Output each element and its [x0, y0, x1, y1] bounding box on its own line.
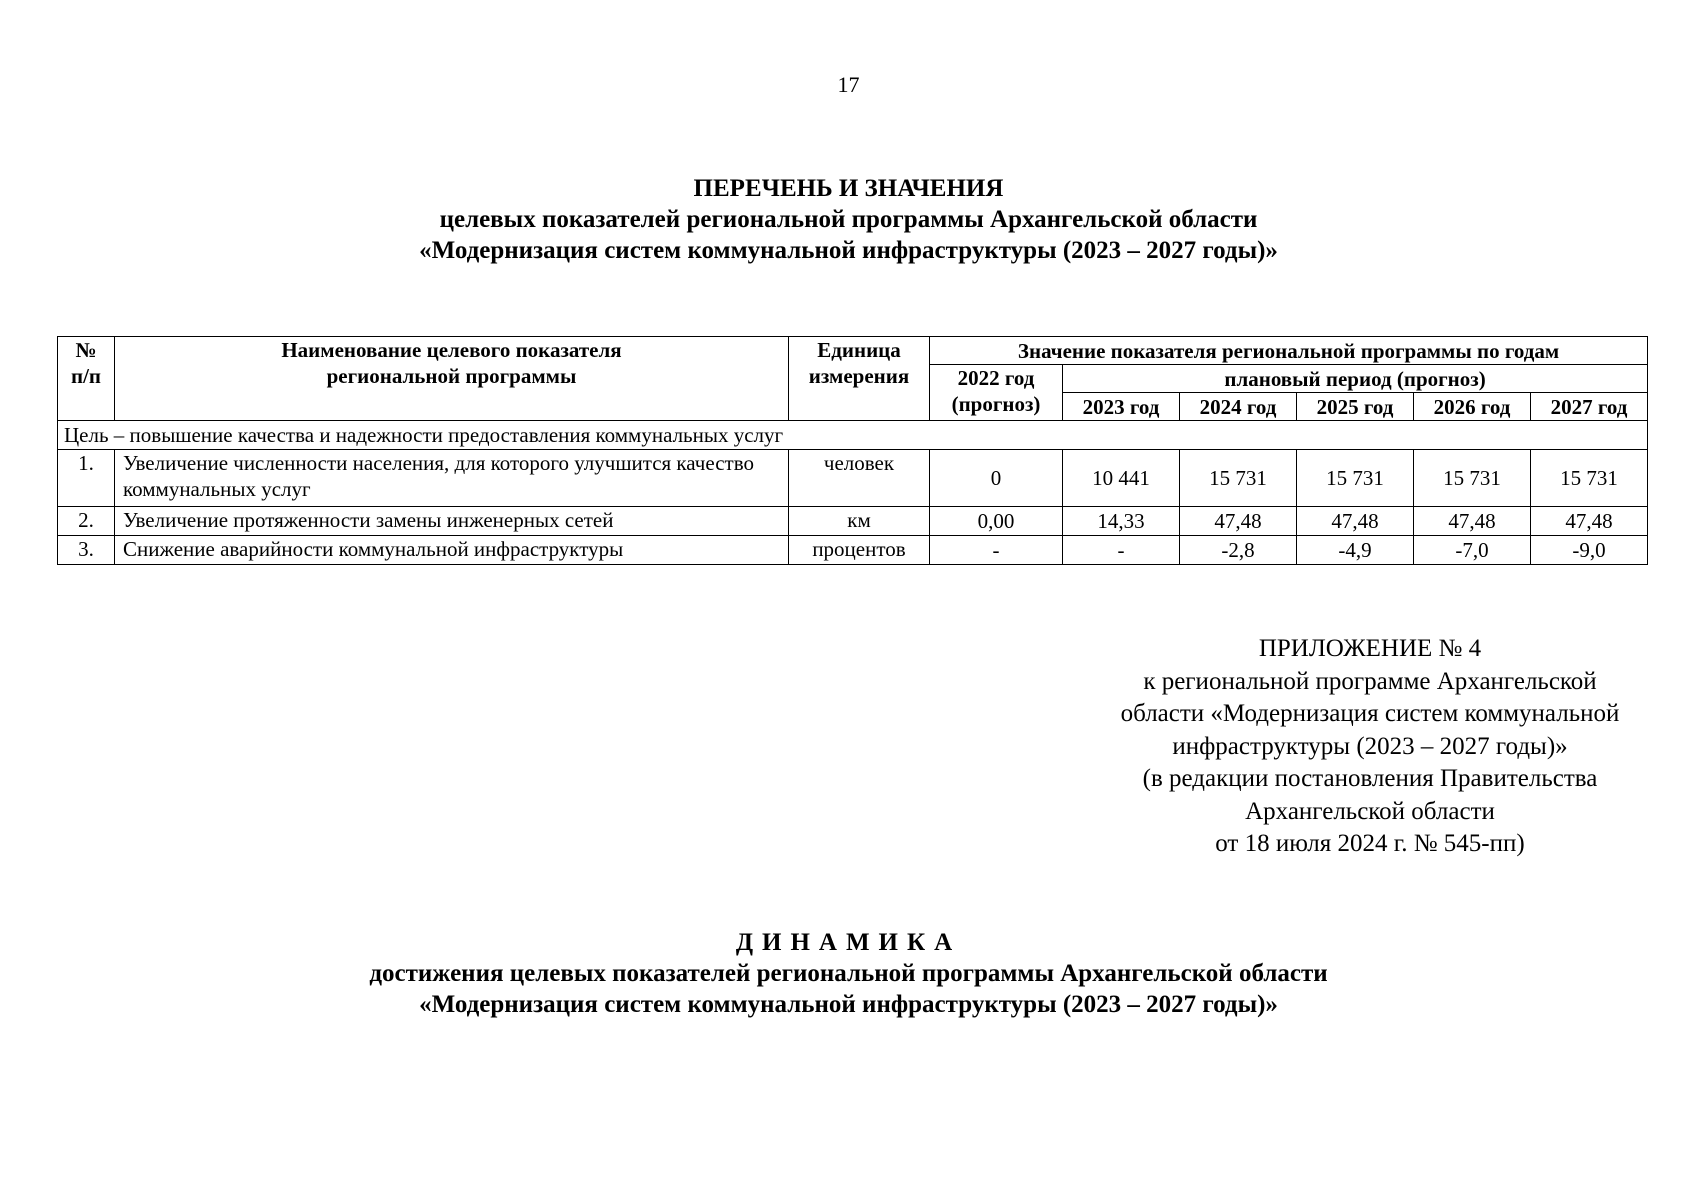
row-1-value-2024: 15 731 [1180, 450, 1297, 507]
section-1-title-line-1: ПЕРЕЧЕНЬ И ЗНАЧЕНИЯ [693, 175, 1004, 202]
row-2-value-2024: 47,48 [1180, 507, 1297, 536]
header-year-2027: 2027 год [1531, 393, 1648, 421]
row-2-value-2023: 14,33 [1063, 507, 1180, 536]
table-row [58, 450, 1648, 507]
header-num [58, 337, 115, 421]
header-unit-line-2: измерения [808, 364, 910, 388]
row-1-value-2022: 0 [930, 450, 1063, 507]
table-row [58, 536, 1648, 565]
header-num-line-2: п/п [70, 364, 102, 388]
row-1-value-2025: 15 731 [1297, 450, 1414, 507]
row-1-value-2027: 15 731 [1531, 450, 1648, 507]
header-year-2025: 2025 год [1297, 393, 1414, 421]
header-year-2022 [930, 365, 1063, 421]
row-3-value-2023: - [1063, 536, 1180, 565]
appendix-line-4: инфраструктуры (2023 – 2027 годы)» [1172, 732, 1568, 760]
header-year-2022-line-2: (прогноз) [951, 392, 1041, 416]
header-row-1 [58, 337, 1648, 365]
section-2-title-line-3: «Модернизация систем коммунальной инфраструктуры (2023 – 2027 годы)» [419, 991, 1278, 1018]
row-2-name: Увеличение протяженности замены инженерных сетей [115, 507, 789, 536]
row-3-value-2024: -2,8 [1180, 536, 1297, 565]
row-3-value-2022: - [930, 536, 1063, 565]
header-year-2024: 2024 год [1180, 393, 1297, 421]
appendix-line-6: Архангельской области [1245, 797, 1495, 825]
header-values-group: Значение показателя региональной программы по годам [930, 337, 1648, 365]
row-2-value-2026: 47,48 [1414, 507, 1531, 536]
section-2-title [0, 927, 1697, 1020]
header-name-line-2: региональной программы [326, 364, 577, 388]
row-2-value-2025: 47,48 [1297, 507, 1414, 536]
table-row [58, 507, 1648, 536]
row-3-unit: процентов [789, 536, 930, 565]
header-name-line-1: Наименование целевого показателя [281, 338, 622, 362]
appendix-line-7: от 18 июля 2024 г. № 545-пп) [1215, 830, 1525, 857]
row-1-num: 1. [58, 450, 115, 507]
header-unit-line-1: Единица [817, 338, 901, 362]
section-2-title-line-2: достижения целевых показателей региональной программы Архангельской области [369, 960, 1328, 987]
header-unit [789, 337, 930, 421]
appendix-note [1075, 633, 1665, 861]
appendix-line-3: области «Модернизация систем коммунальной [1120, 700, 1620, 727]
goal-text: Цель – повышение качества и надежности предоставления коммунальных услуг [58, 421, 1648, 450]
row-2-value-2027: 47,48 [1531, 507, 1648, 536]
row-3-value-2026: -7,0 [1414, 536, 1531, 565]
header-name [115, 337, 789, 421]
row-2-value-2022: 0,00 [930, 507, 1063, 536]
section-1-title-line-2: целевых показателей региональной программы Архангельской области [439, 206, 1258, 233]
header-year-2022-line-1: 2022 год [957, 366, 1035, 390]
row-2-unit: км [789, 507, 930, 536]
row-3-value-2027: -9,0 [1531, 536, 1648, 565]
section-2-title-line-1: ДИНАМИКА [735, 929, 962, 956]
section-1-title-line-3: «Модернизация систем коммунальной инфраструктуры (2023 – 2027 годы)» [419, 237, 1278, 264]
appendix-line-1: ПРИЛОЖЕНИЕ № 4 [1258, 635, 1482, 662]
goal-row [58, 421, 1648, 450]
section-1-title [0, 173, 1697, 266]
header-year-2023: 2023 год [1063, 393, 1180, 421]
row-1-value-2026: 15 731 [1414, 450, 1531, 507]
appendix-line-5: (в редакции постановления Правительства [1142, 765, 1598, 792]
row-1-unit: человек [789, 450, 930, 507]
row-3-name: Снижение аварийности коммунальной инфраструктуры [115, 536, 789, 565]
header-planned-period: плановый период (прогноз) [1063, 365, 1648, 393]
header-year-2026: 2026 год [1414, 393, 1531, 421]
row-3-num: 3. [58, 536, 115, 565]
row-3-value-2025: -4,9 [1297, 536, 1414, 565]
appendix-line-2: к региональной программе Архангельской [1143, 667, 1597, 695]
row-1-name: Увеличение численности населения, для которого улучшится качество коммунальных услуг [115, 450, 789, 507]
row-2-num: 2. [58, 507, 115, 536]
page-number: 17 [837, 72, 860, 97]
header-num-line-1: № [75, 338, 97, 362]
row-1-value-2023: 10 441 [1063, 450, 1180, 507]
indicators-table [57, 336, 1648, 565]
